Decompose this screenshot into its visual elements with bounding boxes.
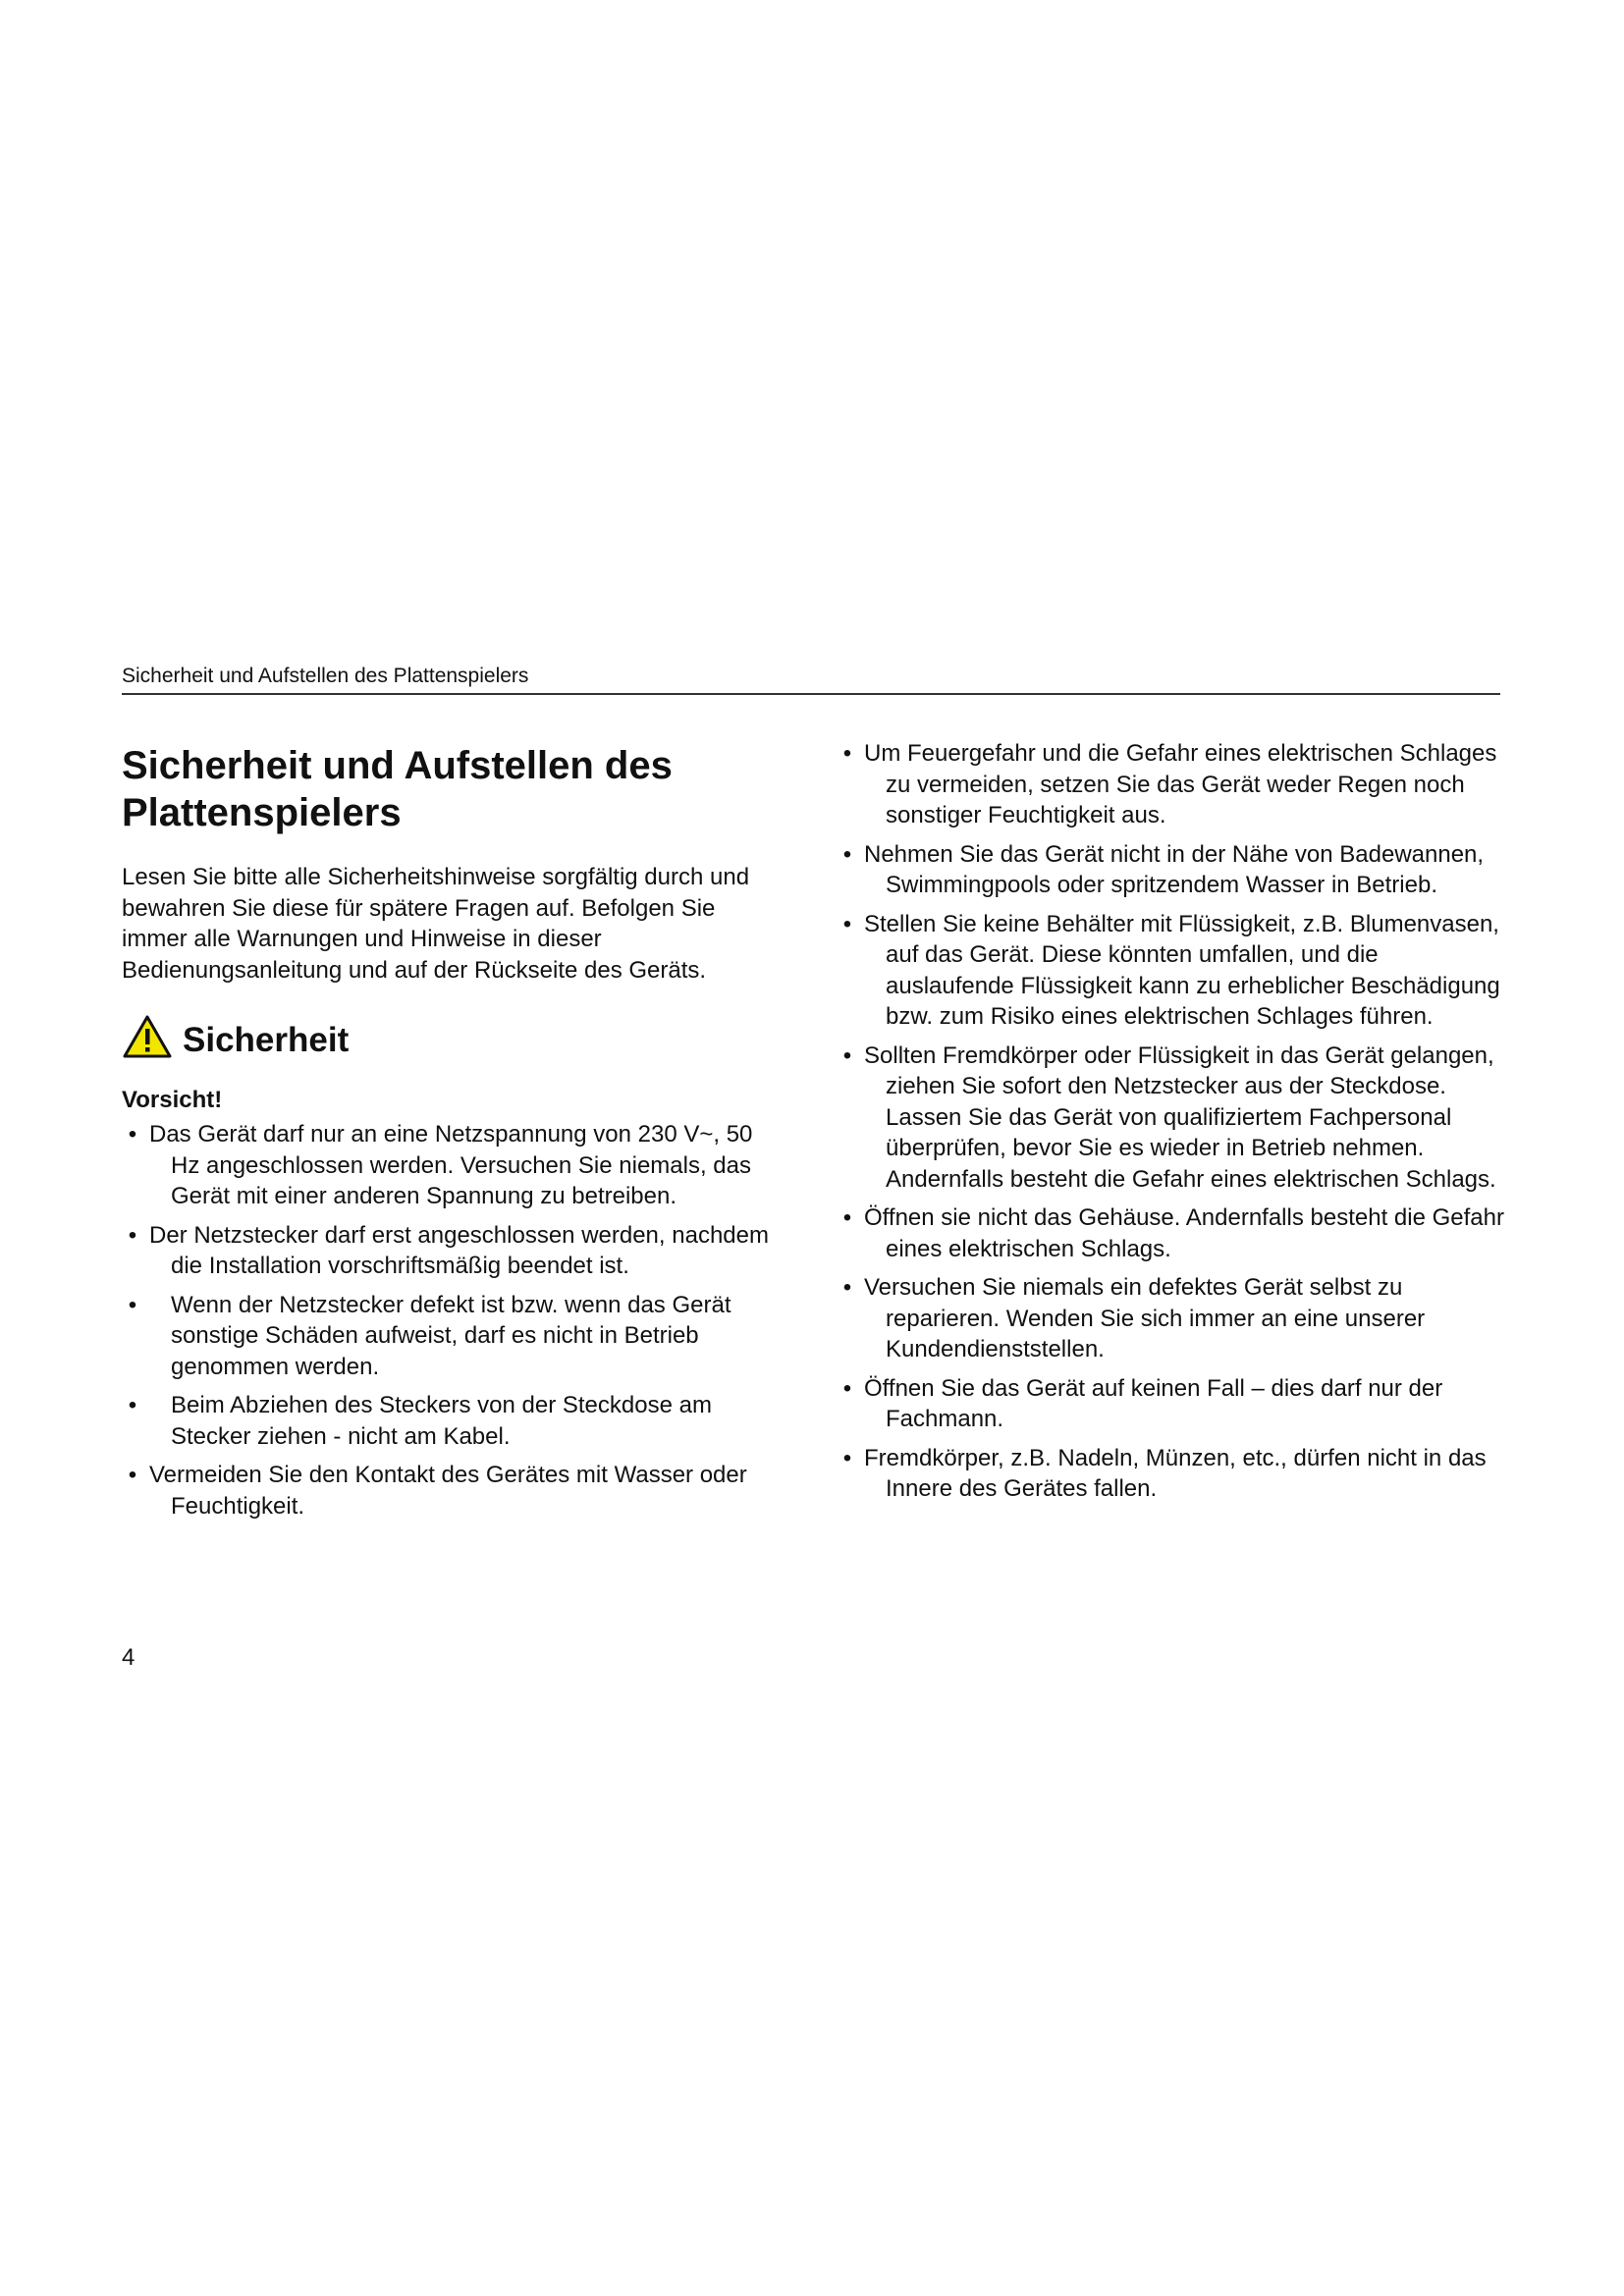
right-bullet-list [837, 738, 1504, 1505]
section-title: Sicherheit [183, 1021, 350, 1059]
left-bullet-list [122, 1119, 782, 1522]
bullet-icon: • [842, 1204, 852, 1231]
header-divider [122, 693, 1500, 695]
bullet-icon: • [842, 1444, 852, 1471]
caution-label: Vorsicht! [122, 1087, 223, 1113]
running-header: Sicherheit und Aufstellen des Plattenspielers [122, 665, 529, 687]
list-item: • Wenn der Netzstecker defekt ist bzw. wenn das Gerät sonstige Schäden aufweist, darf es nicht in Betrieb genommen werden. [122, 1290, 782, 1383]
bullet-icon: • [128, 1392, 137, 1418]
bullet-icon: • [128, 1291, 137, 1318]
list-item: • Öffnen Sie das Gerät auf keinen Fall – dies darf nur der Fachmann. [837, 1373, 1504, 1435]
list-item: • Sollten Fremdkörper oder Flüssigkeit in das Gerät gelangen, ziehen Sie sofort den Netzstecker aus der Steckdose. Lassen Sie das Gerät von qualifiziertem Fachpersonal überprüfen, bevor Sie es wieder in Betrieb nehmen. Andernfalls besteht die Gefahr eines elektrischen Schlags. [837, 1041, 1504, 1196]
list-item: • Stellen Sie keine Behälter mit Flüssigkeit, z.B. Blumenvasen, auf das Gerät. Diese könnten umfallen, und die auslaufende Flüssigkeit kann zu erheblicher Beschädigung bzw. zum Risiko eines elektrischen Schlages führen. [837, 909, 1504, 1033]
right-column [837, 738, 1504, 1513]
section-heading-safety [122, 1009, 782, 1064]
bullet-icon: • [128, 1462, 137, 1488]
list-item: • Das Gerät darf nur an eine Netzspannung von 230 V~, 50 Hz angeschlossen werden. Versuchen Sie niemals, das Gerät mit einer anderen Spannung zu betreiben. [122, 1119, 782, 1212]
bullet-icon: • [842, 1041, 852, 1069]
bullet-icon: • [842, 1374, 852, 1402]
bullet-icon: • [128, 1221, 137, 1249]
left-column [122, 734, 782, 1529]
list-item: • Um Feuergefahr und die Gefahr eines elektrischen Schlages zu vermeiden, setzen Sie das Gerät weder Regen noch sonstiger Feuchtigkeit aus. [837, 738, 1504, 831]
bullet-icon: • [842, 840, 852, 868]
list-item: • Vermeiden Sie den Kontakt des Gerätes mit Wasser oder Feuchtigkeit. [122, 1460, 782, 1522]
intro-paragraph: Lesen Sie bitte alle Sicherheitshinweise sorgfältig durch und bewahren Sie diese für spätere Fragen auf. Befolgen Sie immer alle Warnungen und Hinweise in dieser Bedienungsanleitung und auf der Rückseite des Geräts. [122, 864, 750, 984]
bullet-icon: • [128, 1121, 137, 1148]
bullet-icon: • [842, 910, 852, 937]
warning-triangle-icon [122, 1014, 173, 1059]
list-item: • Nehmen Sie das Gerät nicht in der Nähe von Badewannen, Swimmingpools oder spritzendem Wasser in Betrieb. [837, 839, 1504, 901]
bullet-icon: • [842, 740, 852, 767]
page-number: 4 [122, 1644, 135, 1671]
page-title: Sicherheit und Aufstellen des Plattenspielers [122, 744, 673, 834]
list-item: • Fremdkörper, z.B. Nadeln, Münzen, etc., dürfen nicht in das Innere des Gerätes fallen. [837, 1443, 1504, 1505]
bullet-icon: • [842, 1274, 852, 1301]
list-item: • Der Netzstecker darf erst angeschlossen werden, nachdem die Installation vorschriftsmäßig beendet ist. [122, 1220, 782, 1282]
list-item: • Beim Abziehen des Steckers von der Steckdose am Stecker ziehen - nicht am Kabel. [122, 1390, 782, 1452]
list-item: • Versuchen Sie niemals ein defektes Gerät selbst zu reparieren. Wenden Sie sich immer an eine unserer Kundendienststellen. [837, 1272, 1504, 1365]
list-item: • Öffnen sie nicht das Gehäuse. Andernfalls besteht die Gefahr eines elektrischen Schlags. [837, 1202, 1504, 1264]
